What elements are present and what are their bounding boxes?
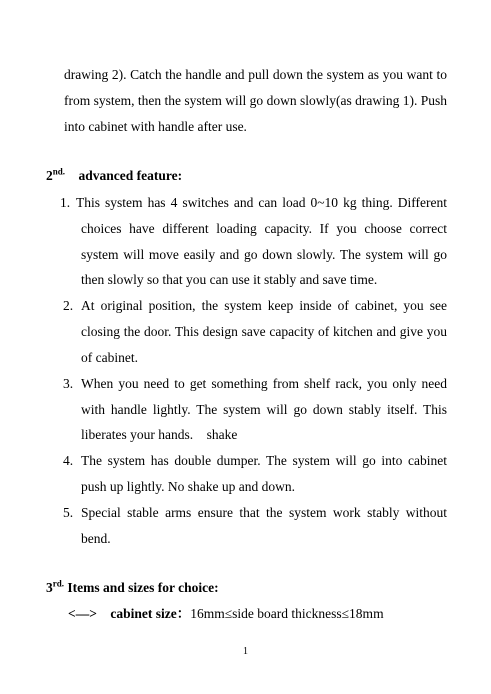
item-4-marker: 4. xyxy=(63,453,74,468)
item-5-line-1: Special stable arms ensure that the system work stably without xyxy=(81,505,447,520)
section-3-title: Items and sizes for choice: xyxy=(67,580,219,595)
cabinet-size-value: 16mm≤side board thickness≤18mm xyxy=(190,606,384,621)
item-5-line-2: bend. xyxy=(81,531,111,546)
section-2-heading xyxy=(46,168,182,184)
arrow-symbol: <—> xyxy=(68,606,97,621)
item-3-line-2: with handle lightly. The system will go down stably itself. This xyxy=(81,402,447,417)
item-1-line-2: choices have different loading capacity. If you choose correct xyxy=(81,221,447,236)
item-4-line-1: The system has double dumper. The system will go into cabinet xyxy=(81,453,447,468)
section-3-heading xyxy=(46,580,219,596)
section-2-number: 2 xyxy=(46,168,53,183)
section-3-number: 3 xyxy=(46,580,53,595)
item-2-line-3: of cabinet. xyxy=(81,350,138,365)
page-number: 1 xyxy=(243,646,248,657)
intro-line-1: drawing 2). Catch the handle and pull down the system as you want to xyxy=(64,67,447,82)
item-2-line-1: At original position, the system keep inside of cabinet, you see xyxy=(81,298,447,313)
item-1-line-1: This system has 4 switches and can load 0~10 kg thing. Different xyxy=(76,195,447,210)
intro-line-3: into cabinet with handle after use. xyxy=(64,119,247,134)
item-3-line-3: liberates your hands. shake xyxy=(81,427,238,442)
item-4-line-2: push up lightly. No shake up and down. xyxy=(81,479,295,494)
item-1-line-3: system will move easily and go down slowly. The system will go xyxy=(81,247,447,262)
section-3-suffix: rd. xyxy=(52,578,64,589)
item-2-line-2: closing the door. This design save capacity of kitchen and give you xyxy=(81,324,447,339)
item-1-line-4: then slowly so that you can use it stably and save time. xyxy=(81,272,378,287)
item-5-marker: 5. xyxy=(63,505,74,520)
cabinet-size-line xyxy=(68,606,384,622)
section-2-suffix: nd. xyxy=(52,166,66,177)
item-2-marker: 2. xyxy=(63,298,74,313)
item-3-line-1: When you need to get something from shelf rack, you only need xyxy=(81,376,447,391)
item-1-marker: 1. xyxy=(60,195,71,210)
intro-line-2: from system, then the system will go down slowly(as drawing 1). Push xyxy=(64,93,447,108)
section-2-title: advanced feature: xyxy=(78,168,183,183)
item-3-marker: 3. xyxy=(63,376,74,391)
cabinet-size-label: cabinet size： xyxy=(110,606,191,621)
